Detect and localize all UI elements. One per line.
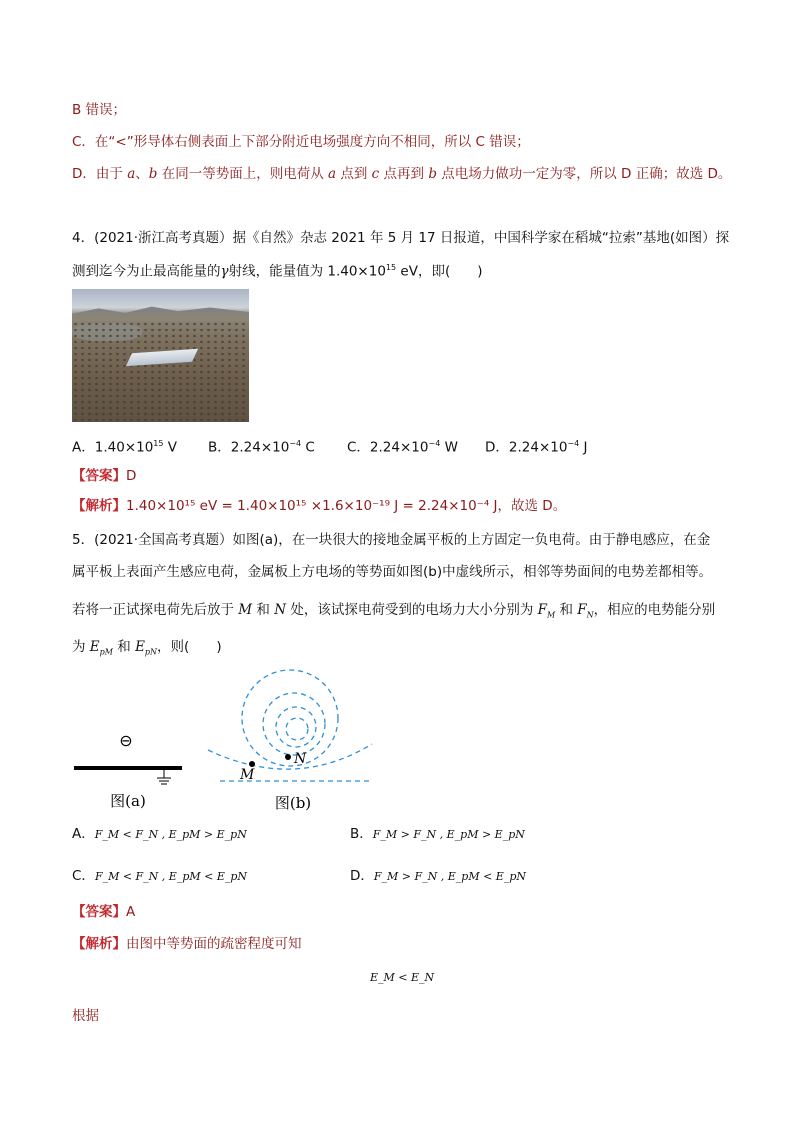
- q5-stem-line2: 属平板上表面产生感应电荷，金属板上方电场的等势面如图(b)中虚线所示，相邻等势面间的电势差都相等。: [72, 564, 713, 580]
- q5-analysis: 【解析】由图中等势面的疏密程度可知: [72, 936, 302, 952]
- point-n: [285, 754, 291, 760]
- q4-analysis: 【解析】1.40×10¹⁵ eV = 1.40×10¹⁵ ×1.6×10⁻¹⁹ J = 2.24×10⁻⁴ J，故选 D。: [72, 498, 567, 514]
- q5-next: 根据: [72, 1008, 99, 1024]
- q5-stem-line4: 为 $E_{pM}$ 和 $E_{pN}$，则( ): [72, 639, 222, 657]
- equipotential-1: [242, 670, 338, 766]
- fig-b-label: 图(b): [274, 794, 312, 812]
- q5-option-b[interactable]: B．F_M > F_N , E_pM > E_pN: [350, 826, 525, 842]
- q4-stem-line2: 测到迄今为止最高能量的γ射线，能量值为 $1.40\times 10^{15}$ eV，即( ): [72, 263, 483, 280]
- q4-option-a[interactable]: A．$1.40\times 10^{15}$ V: [72, 439, 178, 456]
- fig-a-label: 图(a): [110, 792, 146, 810]
- q4-option-c[interactable]: C．$2.24\times 10^{-4}$ W: [347, 439, 458, 456]
- q4-stem-line1: 4．(2021·浙江高考真题）据《自然》杂志 2021 年 5 月 17 日报道，中国科学家在稻城“拉索”基地(如图）探: [72, 230, 730, 246]
- prev-b-wrong: B 错误；: [72, 102, 127, 118]
- point-m-label: M: [240, 767, 255, 783]
- point-n-label: N: [294, 751, 307, 767]
- q5-option-c[interactable]: C．F_M < F_N , E_pM < E_pN: [72, 868, 248, 884]
- q5-stem-line3: 若将一正试探电荷先后放于 M 和 N 处，该试探电荷受到的电场力大小分别为 $F_M$ 和 $F_N$，相应的电势能分别: [72, 602, 716, 620]
- prev-d-line: D．由于 a、b 在同一等势面上，则电荷从 a 点到 c 点再到 b 点电场力做功一定为零，所以 D 正确；故选 D。: [72, 166, 732, 182]
- q5-option-d[interactable]: D．F_M > F_N , E_pM < E_pN: [350, 868, 526, 884]
- q4-answer: 【答案】D: [72, 468, 137, 484]
- q5-stem-line1: 5．(2021·全国高考真题）如图(a)，在一块很大的接地金属平板的上方固定一负电荷。由于静电感应，在金: [72, 532, 711, 548]
- q5-option-a[interactable]: A．F_M < F_N , E_pM > E_pN: [72, 826, 247, 842]
- q4-option-d[interactable]: D．$2.24\times 10^{-4}$ J: [485, 439, 588, 456]
- lhaaso-photo: [72, 289, 249, 422]
- prev-c-line: C．在“<”形导体右侧表面上下部分附近电场强度方向不相同，所以 C 错误；: [72, 134, 530, 150]
- figure-a: [60, 720, 190, 820]
- figure-b: [200, 664, 390, 820]
- q5-formula: E_M < E_N: [370, 971, 435, 984]
- equipotential-3: [276, 707, 316, 747]
- equipotential-4: [286, 718, 308, 740]
- q5-answer: 【答案】A: [72, 904, 136, 920]
- negative-charge: ⊖: [119, 731, 133, 750]
- q4-option-b[interactable]: B．$2.24\times 10^{-4}$ C: [208, 439, 315, 456]
